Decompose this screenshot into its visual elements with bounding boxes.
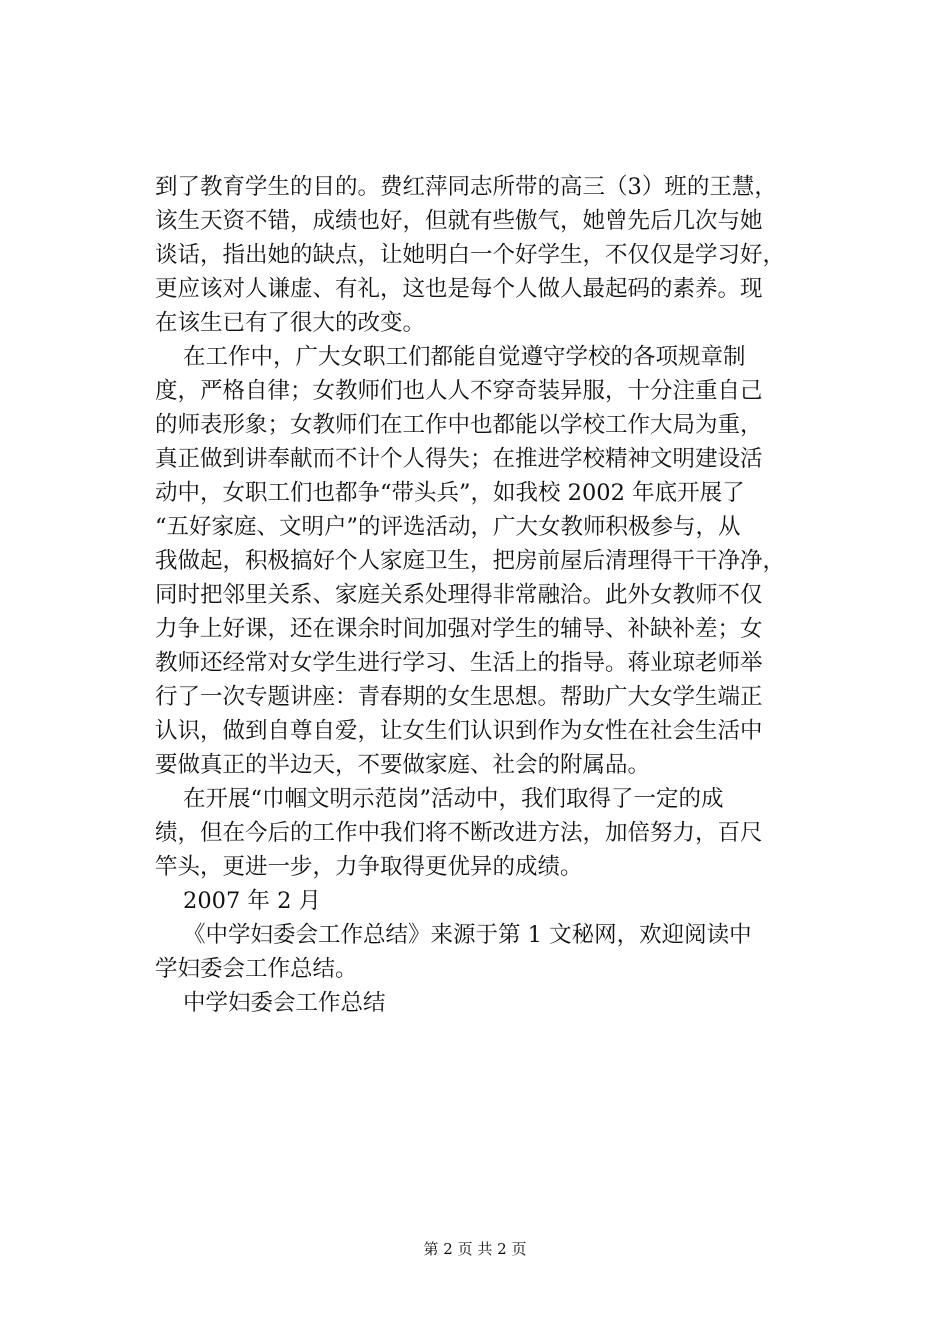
text-line: 的师表形象；女教师们在工作中也都能以学校工作大局为重， [155, 412, 763, 438]
document-body [155, 170, 823, 1020]
date-line: 2007 年 2 月 [183, 888, 322, 914]
text-line: 力争上好课，还在课余时间加强对学生的辅导、补缺补差；女 [155, 616, 763, 642]
text-line: 真正做到讲奉献而不计个人得失；在推进学校精神文明建设活 [155, 446, 763, 472]
text-line: 到了教育学生的目的。费红萍同志所带的高三（3）班的王慧， [155, 174, 777, 200]
text-line: 认识，做到自尊自爱，让女生们认识到作为女性在社会生活中 [155, 718, 763, 744]
text-line: 绩，但在今后的工作中我们将不断改进方法，加倍努力，百尺 [155, 820, 763, 846]
text-line: 要做真正的半边天，不要做家庭、社会的附属品。 [155, 752, 651, 778]
text-line: “五好家庭、文明户”的评选活动，广大女教师积极参与，从 [155, 514, 741, 540]
paragraph-start-line: 《中学妇委会工作总结》来源于第 1 文秘网，欢迎阅读中 [183, 922, 752, 948]
text-line: 在该生已有了很大的改变。 [155, 310, 426, 336]
text-line: 行了一次专题讲座：青春期的女生思想。帮助广大女学生端正 [155, 684, 763, 710]
text-line: 更应该对人谦虚、有礼，这也是每个人做人最起码的素养。现 [155, 276, 763, 302]
text-line: 度，严格自律；女教师们也人人不穿奇装异服，十分注重自己 [155, 378, 763, 404]
paragraph-start-line: 在工作中，广大女职工们都能自觉遵守学校的各项规章制 [183, 344, 746, 370]
paragraph-start-line: 在开展“巾帼文明示范岗”活动中，我们取得了一定的成 [183, 786, 724, 812]
text-line: 竿头，更进一步，力争取得更优异的成绩。 [155, 854, 583, 880]
closing-title-line: 中学妇委会工作总结 [183, 990, 386, 1016]
text-line: 我做起，积极搞好个人家庭卫生，把房前屋后清理得干干净净， [155, 548, 786, 574]
text-line: 动中，女职工们也都争“带头兵”，如我校 2002 年底开展了 [155, 480, 745, 506]
text-line: 学妇委会工作总结。 [155, 956, 358, 982]
text-line: 该生天资不错，成绩也好，但就有些傲气，她曾先后几次与她 [155, 208, 763, 234]
text-line: 谈话，指出她的缺点，让她明白一个好学生，不仅仅是学习好， [155, 242, 786, 268]
text-line: 教师还经常对女学生进行学习、生活上的指导。蒋业琼老师举 [155, 650, 763, 676]
text-line: 同时把邻里关系、家庭关系处理得非常融洽。此外女教师不仅 [155, 582, 763, 608]
page-number-footer: 第 2 页 共 2 页 [423, 1240, 527, 1258]
